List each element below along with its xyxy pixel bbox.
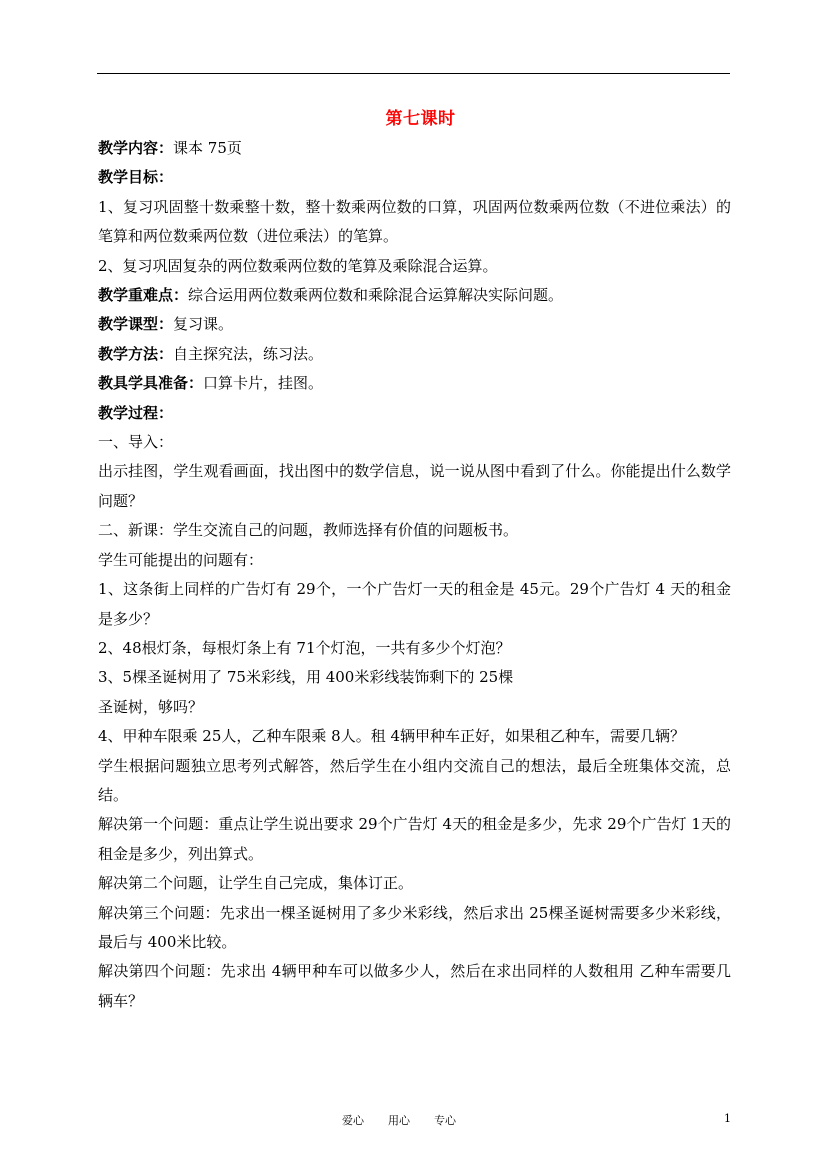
process-label: 教学过程： [98,403,174,422]
page-number: 1 [724,1112,731,1125]
goal-2: 2、复习巩固复杂的两位数乘两位数的笔算及乘除混合运算。 [98,256,498,275]
question-2: 2、48根灯条，每根灯条上有 71个灯泡，一共有多少个灯泡？ [98,638,511,657]
header-rule [97,73,730,74]
type-value: 复习课。 [173,315,234,334]
solve-3: 解决第三个问题：先求出一棵圣诞树用了多少米彩线，然后求出 25棵圣诞树需要多少米彩线，最后与 400米比较。 [98,903,731,951]
goals-label: 教学目标： [98,168,174,187]
footer-motto [342,1112,480,1128]
key-label: 教学重难点： [98,286,189,305]
content-label: 教学内容： [98,139,174,157]
new-lesson: 二、新课：学生交流自己的问题，教师选择有价值的问题板书。 [98,521,519,540]
footer-motto-1: 爱心 [342,1114,364,1127]
key-points-line [98,281,731,310]
question-3-line-2: 圣诞树，够吗？ [98,697,204,716]
question-1: 1、这条街上同样的广告灯有 29个，一个广告灯一天的租金是 45元。29个广告灯 4 天的租金是多少？ [98,580,731,628]
tools-line [98,369,731,398]
footer-motto-3: 专心 [434,1114,456,1127]
type-label: 教学课型： [98,315,174,334]
method-value: 自主探究法，练习法。 [173,344,324,363]
lesson-type-line [98,310,731,339]
key-value: 综合运用两位数乘两位数和乘除混合运算解决实际问题。 [188,286,564,305]
content-value: 课本 75页 [173,139,242,157]
solve-2: 解决第二个问题，让学生自己完成，集体订正。 [98,874,414,893]
question-4: 4、甲种车限乘 25人，乙种车限乘 8人。租 4辆甲种车正好，如果租乙种车，需要几辆？ [98,727,686,746]
possible-questions: 学生可能提出的问题有： [98,550,264,569]
footer-motto-2: 用心 [388,1114,410,1127]
goal-1: 1、复习巩固整十数乘整十数，整十数乘两位数的口算，巩固两位数乘两位数（不进位乘法）的笔算和两位数乘两位数（进位乘法）的笔算。 [98,197,731,246]
question-3-line-1: 3、5棵圣诞树用了 75米彩线，用 400米彩线装饰剩下的 25棵 [98,668,514,687]
method-line [98,340,731,369]
page-title: 第七课时 [385,109,456,129]
student-answer: 学生根据问题独立思考列式解答，然后学生在小组内交流自己的想法，最后全班集体交流，总结。 [98,756,731,804]
method-label: 教学方法： [98,344,174,363]
solve-4: 解决第四个问题：先求出 4辆甲种车可以做多少人，然后在求出同样的人数租用 乙种车需要几辆车？ [98,962,731,1010]
solve-1: 解决第一个问题：重点让学生说出要求 29个广告灯 4天的租金是多少，先求 29个广告灯 1天的租金是多少，列出算式。 [98,815,731,863]
content-line [98,134,731,163]
tools-value: 口算卡片，挂图。 [203,374,324,393]
intro-heading: 一、导入： [98,433,174,452]
document-body [98,134,731,1016]
intro-text: 出示挂图，学生观看画面，找出图中的数学信息，说一说从图中看到了什么。你能提出什么数学问题？ [98,462,731,510]
tools-label: 教具学具准备： [98,374,204,393]
